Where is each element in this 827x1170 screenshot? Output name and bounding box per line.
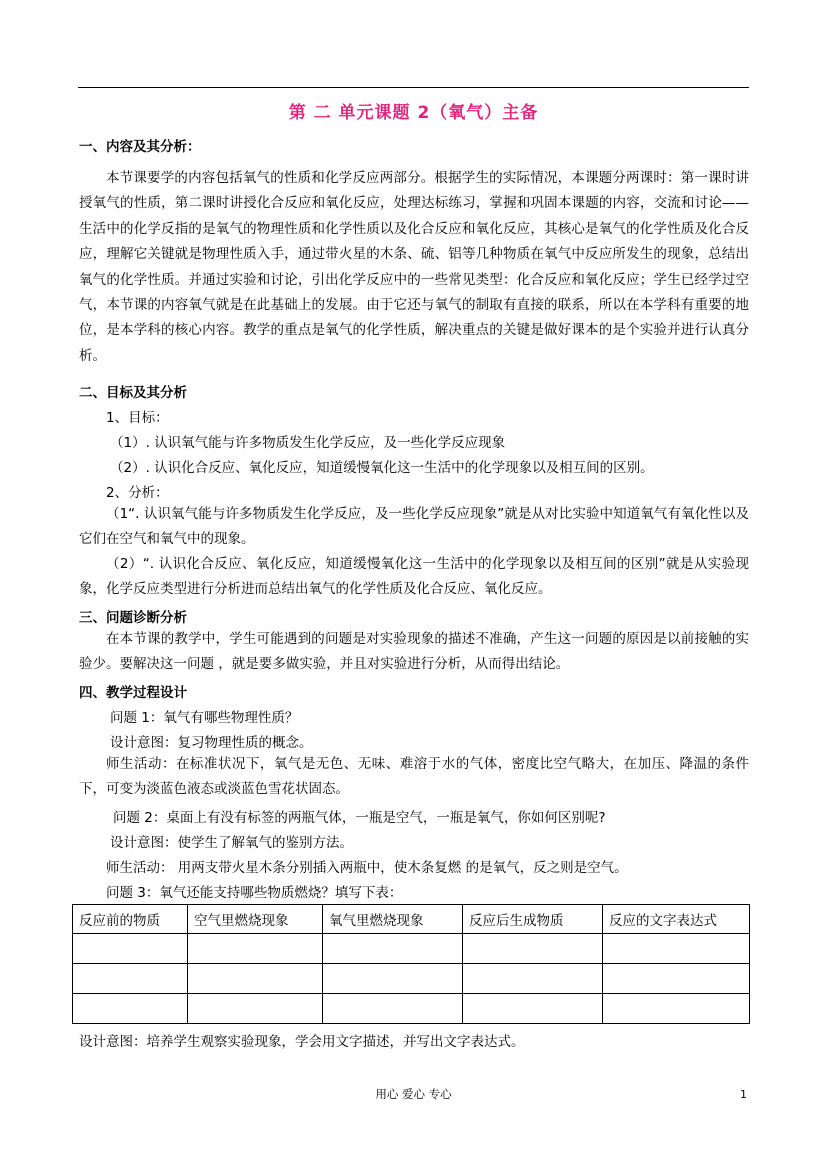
table-header-row bbox=[73, 905, 750, 934]
section-2-heading: 二、目标及其分析 bbox=[79, 385, 187, 401]
table-cell bbox=[463, 994, 603, 1024]
table-cell bbox=[73, 934, 188, 964]
table-cell bbox=[73, 964, 188, 994]
table-header-cell: 反应的文字表达式 bbox=[603, 905, 750, 934]
page-number: 1 bbox=[740, 1088, 747, 1101]
question-2-activity: 师生活动： 用两支带火星木条分别插入两瓶中，使木条复燃 的是氧气，反之则是空气。 bbox=[106, 860, 628, 876]
section-1-heading: 一、内容及其分析： bbox=[79, 139, 201, 155]
analysis-item-2: （2）“. 认识化合反应、氧化反应，知道缓慢氧化这一生活中的化学现象以及相互间的区别”就是从实验现象，化学反应类型进行分析进而总结出氧气的化学性质及化合反应、氧化反应。 bbox=[79, 556, 749, 598]
question-3-design: 设计意图：培养学生观察实验现象，学会用文字描述，并写出文字表达式。 bbox=[79, 1034, 525, 1050]
table-cell bbox=[603, 964, 750, 994]
goal-label: 1、目标： bbox=[106, 410, 169, 426]
question-3: 问题 3：氧气还能支持哪些物质燃烧？填写下表： bbox=[106, 885, 403, 901]
table-cell bbox=[323, 994, 463, 1024]
question-1-design: 设计意图：复习物理性质的概念。 bbox=[110, 735, 313, 751]
question-2-design: 设计意图：使学生了解氧气的鉴别方法。 bbox=[110, 835, 353, 851]
question-2: 问题 2：桌面上有没有标签的两瓶气体，一瓶是空气，一瓶是氧气，你如何区别呢? bbox=[113, 810, 606, 826]
table-cell bbox=[188, 934, 323, 964]
section-3-paragraph: 在本节课的教学中，学生可能遇到的问题是对实验现象的描述不准确，产生这一问题的原因是以前接触的实验少。要解决这一问题 ，就是要多做实验，并且对实验进行分析，从而得出结论。 bbox=[79, 631, 749, 673]
analysis-item-1: （1“. 认识氧气能与许多物质发生化学反应，及一些化学反应现象”就是从对比实验中知道氧气有氧化性以及它们在空气和氧气中的现象。 bbox=[79, 506, 749, 548]
table-cell bbox=[603, 994, 750, 1024]
goal-item-1: （1）. 认识氧气能与许多物质发生化学反应，及一些化学反应现象 bbox=[110, 435, 506, 451]
table-header-cell: 反应后生成物质 bbox=[463, 905, 603, 934]
table-row bbox=[73, 994, 750, 1024]
table-row bbox=[73, 964, 750, 994]
goal-item-2: （2）. 认识化合反应、氧化反应，知道缓慢氧化这一生活中的化学现象以及相互间的区别。 bbox=[110, 460, 654, 476]
question-1-activity: 师生活动：在标准状况下，氧气是无色、无味、难溶于水的气体，密度比空气略大，在加压、降温的条件下，可变为淡蓝色液态或淡蓝色雪花状固态。 bbox=[79, 756, 749, 798]
table-row bbox=[73, 934, 750, 964]
table-cell bbox=[323, 964, 463, 994]
footer-motto: 用心 爱心 专心 bbox=[375, 1087, 452, 1101]
question-1: 问题 1：氧气有哪些物理性质？ bbox=[110, 710, 299, 726]
section-3-heading: 三、问题诊断分析 bbox=[79, 610, 187, 626]
combustion-table bbox=[72, 904, 750, 1024]
section-4-heading: 四、教学过程设计 bbox=[79, 685, 187, 701]
page-title: 第 二 单元课题 2（氧气）主备 bbox=[288, 103, 539, 123]
section-1-paragraph: 本节课要学的内容包括氧气的性质和化学反应两部分。根据学生的实际情况，本课题分两课时：第一课时讲授氧气的性质，第二课时讲授化合反应和氧化反应，处理达标练习，掌握和巩固本课题的内容，交流和讨论——生活中的化学反指的是氧气的物理性质和化学性质以及化合反应和氧化反应，其核心是氧气的化学性质及化合反应，理解它关键就是物理性质入手，通过带火星的木条、硫、铝等几种物质在氧气中反应所发生的现象，总结出氧气的化学性质。并通过实验和讨论，引出化学反应中的一些常见类型：化合反应和氧化反应；学生已经学过空气，本节课的内容氧气就是在此基础上的发展。由于它还与氧气的制取有直接的联系，所以在本学科有重要的地位，是本学科的核心内容。教学的重点是氧气的化学性质，解决重点的关键是做好课本的是个实验并进行认真分析。 bbox=[79, 170, 749, 364]
analysis-label: 2、分析： bbox=[106, 485, 169, 501]
table-cell bbox=[73, 994, 188, 1024]
table-cell bbox=[188, 994, 323, 1024]
table-header-cell: 空气里燃烧现象 bbox=[188, 905, 323, 934]
table-cell bbox=[323, 934, 463, 964]
table-cell bbox=[463, 934, 603, 964]
table-cell bbox=[603, 934, 750, 964]
header-rule bbox=[78, 87, 749, 88]
table-header-cell: 反应前的物质 bbox=[73, 905, 188, 934]
table-header-cell: 氧气里燃烧现象 bbox=[323, 905, 463, 934]
table-cell bbox=[188, 964, 323, 994]
table-cell bbox=[463, 964, 603, 994]
